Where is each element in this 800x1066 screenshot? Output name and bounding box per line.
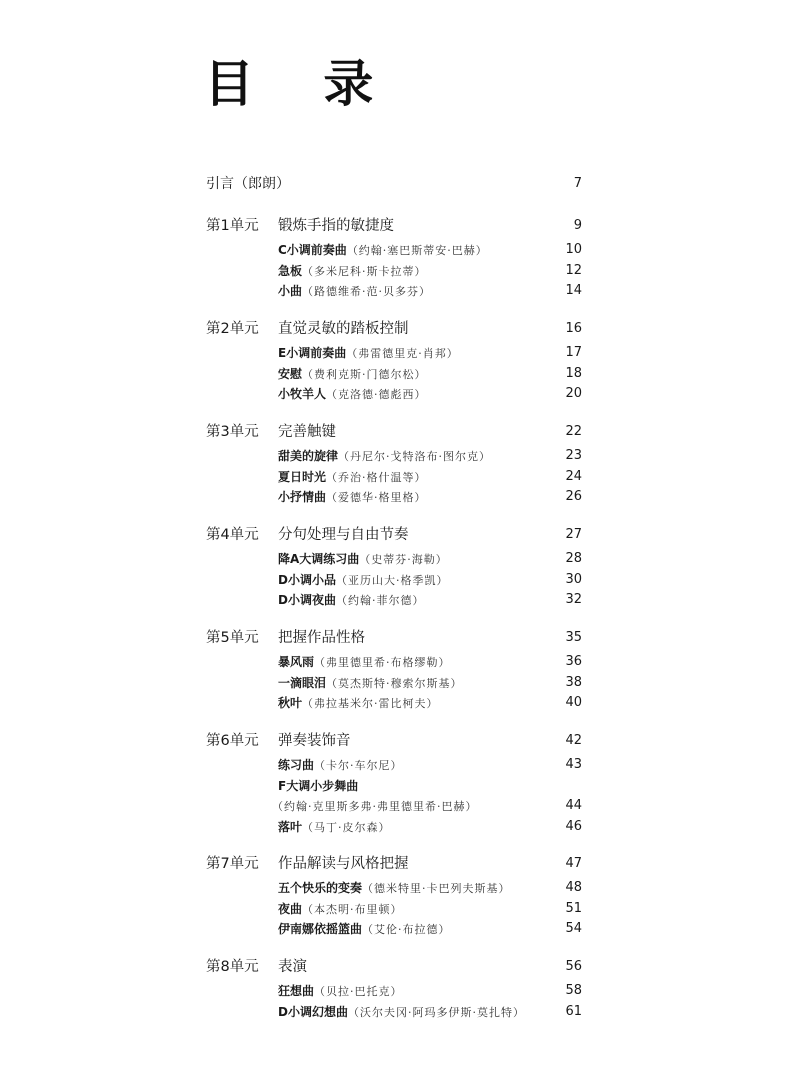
entry-page-number: 54: [565, 921, 582, 937]
unit-heading[interactable]: [206, 420, 582, 444]
toc-entry[interactable]: [206, 240, 582, 261]
entry-page-number: 24: [565, 468, 582, 484]
entry-title: 夜曲: [278, 901, 303, 916]
entry-page-number: 14: [565, 283, 582, 299]
toc-entry[interactable]: [206, 281, 582, 302]
entry-title: C小调前奏曲: [278, 243, 347, 257]
entry-page-number: 44: [565, 798, 582, 814]
entry-page-number: 43: [565, 757, 582, 772]
unit-page-number: 35: [565, 630, 582, 645]
unit-page-number: 16: [565, 321, 582, 336]
unit-page-number: 47: [565, 856, 582, 871]
toc-entry[interactable]: [206, 776, 582, 797]
entry-page-number: 12: [565, 262, 582, 278]
toc-entry[interactable]: [206, 817, 582, 838]
entry-author: （路德维希·范·贝多芬）: [302, 285, 432, 299]
entry-title: D小调夜曲: [278, 593, 336, 608]
entry-page-number: 58: [565, 983, 582, 998]
entry-page-number: 17: [565, 345, 582, 360]
entry-author: （亚历山大·格季凯）: [335, 573, 449, 587]
entry-page-number: 20: [565, 386, 582, 402]
toc-entry[interactable]: [206, 467, 582, 488]
toc-unit: [206, 955, 582, 1022]
entry-title: 急板: [278, 263, 303, 278]
toc-entry[interactable]: [206, 261, 582, 282]
entry-author: （约翰·塞巴斯蒂安·巴赫）: [346, 244, 488, 257]
unit-label: 第4单元: [206, 527, 259, 543]
entry-title: 降A大调练习曲: [278, 552, 360, 566]
toc-unit: [206, 214, 582, 302]
unit-page-number: 42: [565, 733, 582, 748]
unit-label: 第8单元: [206, 959, 259, 975]
entry-author: （约翰·克里斯多弗·弗里德里希·巴赫）: [272, 800, 478, 814]
entry-author: （丹尼尔·戈特洛布·图尔克）: [338, 450, 492, 463]
intro-page-number: 7: [573, 176, 582, 191]
unit-label: 第3单元: [206, 424, 259, 440]
unit-heading[interactable]: [206, 214, 582, 238]
entry-author: （沃尔夫冈·阿玛多伊斯·莫扎特）: [347, 1005, 525, 1019]
entry-page-number: 36: [565, 654, 582, 669]
entry-author: （本杰明·布里顿）: [302, 902, 403, 916]
unit-heading[interactable]: [206, 852, 582, 876]
entry-page-number: 38: [565, 674, 582, 690]
entry-title: 甜美的旋律: [278, 449, 339, 463]
unit-heading[interactable]: [206, 729, 582, 753]
page-title: 目 录: [204, 54, 400, 113]
unit-page-number: 56: [565, 959, 582, 974]
entry-author: （莫杰斯特·穆索尔斯基）: [326, 676, 463, 690]
toc-entry[interactable]: [206, 919, 582, 940]
toc-entry[interactable]: [206, 487, 582, 508]
toc-entry-intro[interactable]: [206, 172, 582, 196]
entry-author: （艾伦·布拉德）: [362, 923, 451, 937]
toc-unit: [206, 852, 582, 940]
entry-page-number: 51: [565, 900, 582, 916]
entry-author: （多米尼科·斯卡拉蒂）: [302, 264, 427, 278]
toc-entry[interactable]: [206, 570, 582, 591]
entry-title: 夏日时光: [278, 469, 327, 484]
entry-title: 小抒情曲: [278, 490, 327, 505]
entry-page-number: 28: [565, 551, 582, 566]
unit-label: 第1单元: [206, 218, 259, 234]
toc-entry[interactable]: [206, 549, 582, 570]
entry-title: E小调前奏曲: [278, 346, 347, 360]
toc-entry[interactable]: [206, 693, 582, 714]
toc-entry[interactable]: [206, 384, 582, 405]
entry-title: 小牧羊人: [278, 387, 327, 402]
entry-page-number: 61: [565, 1003, 582, 1019]
entry-page-number: 18: [565, 365, 582, 381]
entry-title: 一滴眼泪: [278, 675, 327, 690]
toc-unit: [206, 729, 582, 838]
entry-author: （贝拉·巴托克）: [314, 985, 403, 998]
unit-label: 第2单元: [206, 321, 259, 337]
unit-title: 弹奏装饰音: [278, 733, 351, 749]
toc-unit: [206, 523, 582, 611]
intro-title: 引言（郎朗）: [206, 176, 290, 192]
entry-author: （史蒂芬·海勒）: [359, 553, 448, 566]
entry-author: （弗拉基米尔·雷比柯夫）: [302, 697, 439, 711]
unit-page-number: 22: [565, 424, 582, 439]
entry-title: 暴风雨: [278, 655, 315, 669]
toc-unit: [206, 626, 582, 714]
entry-title: 五个快乐的变奏: [278, 881, 363, 895]
entry-page-number: 26: [565, 489, 582, 505]
entry-title: F大调小步舞曲: [278, 778, 359, 793]
toc-entry[interactable]: [206, 652, 582, 673]
entry-page-number: 40: [565, 695, 582, 711]
entry-author: （爱德华·格里格）: [326, 491, 427, 505]
unit-heading[interactable]: [206, 955, 582, 979]
unit-heading[interactable]: [206, 317, 582, 341]
entry-author: （卡尔·车尔尼）: [314, 759, 403, 772]
unit-title: 分句处理与自由节奏: [278, 527, 409, 543]
entry-title: 秋叶: [278, 696, 303, 711]
toc-entry[interactable]: [206, 343, 582, 364]
entry-author: （克洛德·德彪西）: [326, 388, 427, 402]
toc-entry[interactable]: [206, 446, 582, 467]
entry-page-number: 48: [565, 880, 582, 895]
unit-heading[interactable]: [206, 523, 582, 547]
toc-entry[interactable]: [206, 1002, 582, 1023]
entry-page-number: 23: [565, 448, 582, 463]
unit-label: 第5单元: [206, 630, 259, 646]
unit-title: 把握作品性格: [278, 630, 365, 646]
unit-page-number: 9: [573, 218, 582, 233]
entry-author: （约翰·菲尔德）: [335, 594, 425, 608]
entry-title: 安慰: [278, 366, 303, 381]
entry-title: 练习曲: [278, 758, 315, 772]
entry-title: D小调幻想曲: [278, 1004, 348, 1019]
entry-title: D小调小品: [278, 572, 336, 587]
toc-entry[interactable]: [206, 364, 582, 385]
unit-title: 直觉灵敏的踏板控制: [278, 321, 409, 337]
toc-entry[interactable]: [206, 878, 582, 899]
entry-author: （弗雷德里克·肖邦）: [346, 347, 459, 360]
entry-author: （马丁·皮尔森）: [302, 821, 391, 835]
toc-entry[interactable]: [206, 899, 582, 920]
toc-entry[interactable]: [206, 981, 582, 1002]
entry-author: （费利克斯·门德尔松）: [302, 367, 427, 381]
entry-page-number: 46: [565, 819, 582, 835]
unit-title: 作品解读与风格把握: [278, 856, 409, 872]
toc-unit: [206, 420, 582, 508]
entry-author: （弗里德里希·布格缪勒）: [314, 656, 451, 669]
unit-title: 完善触键: [278, 424, 336, 440]
entry-page-number: 10: [565, 242, 582, 257]
toc-entry[interactable]: [206, 796, 582, 817]
unit-heading[interactable]: [206, 626, 582, 650]
entry-title: 伊南娜依摇篮曲: [278, 922, 363, 937]
toc-entry[interactable]: [206, 590, 582, 611]
toc-unit: [206, 317, 582, 405]
toc-entry[interactable]: [206, 755, 582, 776]
unit-page-number: 27: [565, 527, 582, 542]
entry-author: （乔治·格什温等）: [326, 470, 427, 484]
entry-title: 小曲: [278, 284, 303, 299]
unit-label: 第6单元: [206, 733, 259, 749]
entry-page-number: 30: [565, 571, 582, 587]
entry-page-number: 32: [565, 592, 582, 608]
entry-title: 落叶: [278, 820, 303, 835]
toc-entry[interactable]: [206, 673, 582, 694]
unit-title: 表演: [278, 959, 307, 975]
entry-author: （德米特里·卡巴列夫斯基）: [362, 882, 511, 895]
entry-title: 狂想曲: [278, 984, 315, 998]
unit-label: 第7单元: [206, 856, 259, 872]
unit-title: 锻炼手指的敏捷度: [278, 218, 394, 234]
